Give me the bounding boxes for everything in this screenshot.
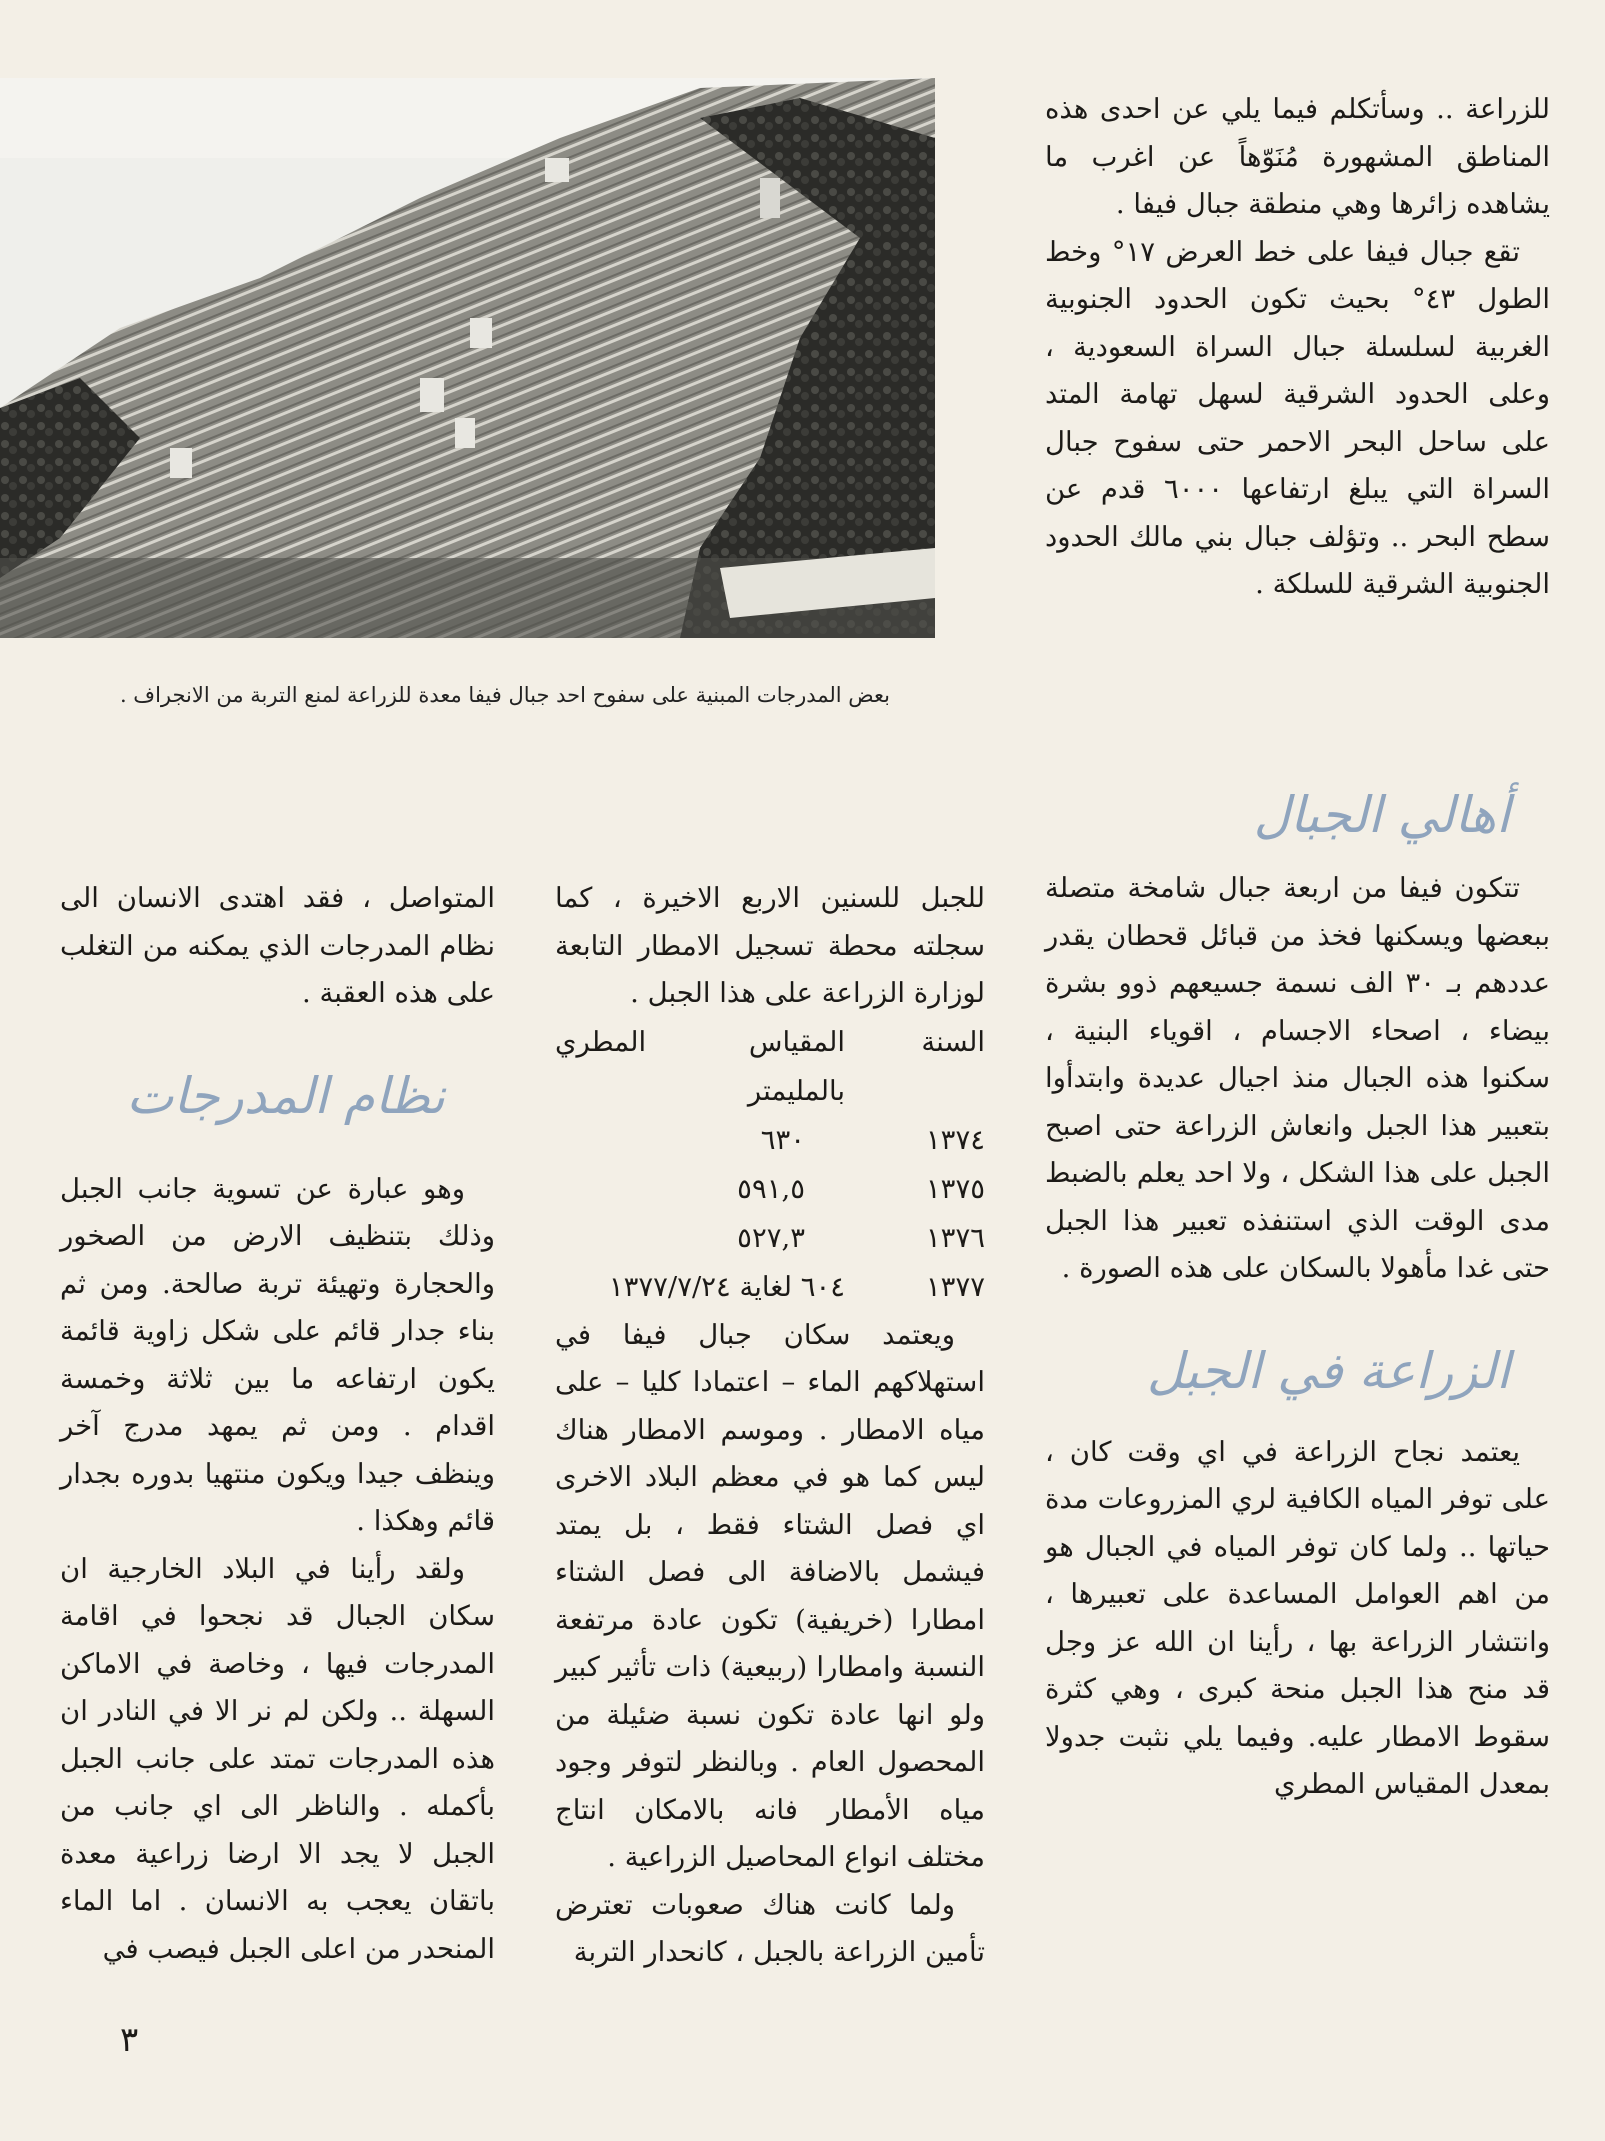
agriculture-paragraph: يعتمد نجاح الزراعة في اي وقت كان ، على توفر المياه الكافية لري المزروعات مدة حياتها .. ولما كان توفر المياه في الجبال هو من اهم العوامل المساعدة على تعبيرها ، وانتشار الزراعة بها ، رأينا ان الله عز وجل قد منح هذا الجبل منحة كبرى ، وهي كثرة سقوط الامطار عليه. وفيما يلي نثبت جدولا بمعدل المقياس المطري [1045, 1435, 1550, 1800]
table-header-row [555, 1018, 985, 1116]
table-cell-year: ١٣٧٤ [925, 1123, 985, 1156]
table-row [555, 1214, 985, 1263]
rain-intro-paragraph: للجبل للسنين الاربع الاخيرة ، كما سجلته محطة تسجيل الامطار التابعة لوزارة الزراعة على هذا الجبل . [555, 882, 985, 1009]
table-row [555, 1165, 985, 1214]
page-number: ٣ [120, 2020, 139, 2060]
table-cell-year: ١٣٧٥ [925, 1172, 985, 1205]
table-cell-year: ١٣٧٦ [925, 1221, 985, 1254]
heading-terraces: نظام المدرجات [126, 1066, 445, 1125]
intro-paragraph: للزراعة .. وسأتكلم فيما يلي عن احدى هذه المناطق المشهورة مُنَوّهاً عن اغرب ما يشاهده زائرها وهي منطقة جبال فيفا . [1045, 93, 1550, 220]
terraces-paragraph: وهو عبارة عن تسوية جانب الجبل وذلك بتنظيف الارض من الصخور والحجارة وتهيئة تربة صالحة. ومن ثم بناء جدار قائم على شكل زاوية قائمة يكون ارتفاعه ما بين ثلاثة وخمسة اقدام . ومن ثم يمهد مدرج آخر وينظف جيدا ويكون منتهيا بدوره بجدار قائم وهكذا . [60, 1172, 495, 1537]
people-paragraph: تتكون فيفا من اربعة جبال شامخة متصلة ببعضها ويسكنها فخذ من قبائل قحطان يقدر عددهم بـ ٣٠ الف نسمة جسيعهم ذوو بشرة بيضاء ، اصحاء الاجسام ، اقوياء البنية ، سكنوا هذه الجبال منذ اجيال عديدة وابتدأوا بتعبير هذا الجبل وانعاش الزراعة حتى اصبح الجبل على هذا الشكل ، ولا احد يعلم بالضبط مدى الوقت الذي استنفذه تعبير هذا الجبل حتى غدا مأهولا بالسكان على هذه الصورة . [1045, 872, 1550, 1284]
table-row [555, 1116, 985, 1165]
right-column-top [1045, 86, 1550, 609]
rain-season-paragraph: ويعتمد سكان جبال فيفا في استهلاكهم الماء – اعتمادا كليا – على مياه الامطار . وموسم الامطار هناك ليس كما هو في معظم البلاد الاخرى اي فصل الشتاء فقط ، بل يمتد فيشمل بالاضافة الى فصل الشتاء امطارا (خريفية) تكون عادة مرتفعة النسبة وامطارا (ربيعية) ذات تأثير كبير ولو انها عادة تكون نسبة ضئيلة من المحصول العام . وبالنظر لتوفر وجود مياه الأمطار فانه بالامكان انتاج مختلف انواع المحاصيل الزراعية . [555, 1318, 985, 1873]
table-header-rainfall: المقياس المطري بالمليمتر [555, 1025, 845, 1107]
table-cell-year: ١٣٧٧ [925, 1270, 985, 1303]
heading-agriculture: الزراعة في الجبل [1146, 1341, 1510, 1400]
table-header-year: السنة [921, 1025, 985, 1058]
terraces-photo [0, 78, 935, 638]
rainfall-table [555, 1018, 985, 1312]
photo-caption: بعض المدرجات المبنية على سفوح احد جبال فيفا معدة للزراعة لمنع التربة من الانجراف . [119, 683, 890, 707]
middle-column [555, 875, 985, 1977]
table-cell-rainfall: ٥٩١,٥ [737, 1172, 805, 1205]
table-cell-rainfall: ٥٢٧,٣ [737, 1221, 805, 1254]
location-paragraph: تقع جبال فيفا على خط العرض ١٧° وخط الطول ٤٣° بحيث تكون الحدود الجنوبية الغربية لسلسلة جبال السراة السعودية ، وعلى الحدود الشرقية لسهل تهامة المتد على ساحل البحر الاحمر حتى سفوح جبال السراة التي يبلغ ارتفاعها ٦٠٠٠ قدم عن سطح البحر .. وتؤلف جبال بني مالك الحدود الجنوبية الشرقية للسلكة . [1045, 235, 1551, 600]
difficulties-paragraph: ولما كانت هناك صعوبات تعترض تأمين الزراعة بالجبل ، كانحدار التربة [555, 1888, 985, 1968]
continuation-paragraph: المتواصل ، فقد اهتدى الانسان الى نظام المدرجات الذي يمكنه من التغلب على هذه العقبة . [60, 882, 495, 1009]
table-row [555, 1263, 985, 1312]
abroad-paragraph: ولقد رأينا في البلاد الخارجية ان سكان الجبال قد نجحوا في اقامة المدرجات فيها ، وخاصة في الاماكن السهلة .. ولكن لم نر الا في النادر ان هذه المدرجات تمتد على جانب الجبل بأكمله . والناظر الى اي جانب من الجبل لا يجد الا ارضا زراعية معدة باتقان يعجب به الانسان . اما الماء المنحدر من اعلى الجبل فيصب في [60, 1552, 495, 1965]
table-cell-rainfall: ٦٠٤ لغاية ١٣٧٧/٧/٢٤ [608, 1270, 845, 1303]
table-cell-rainfall: ٦٣٠ [760, 1123, 805, 1156]
left-column [60, 875, 495, 1973]
heading-people: أهالي الجبال [1253, 786, 1510, 844]
right-column-bottom [1045, 785, 1550, 1809]
